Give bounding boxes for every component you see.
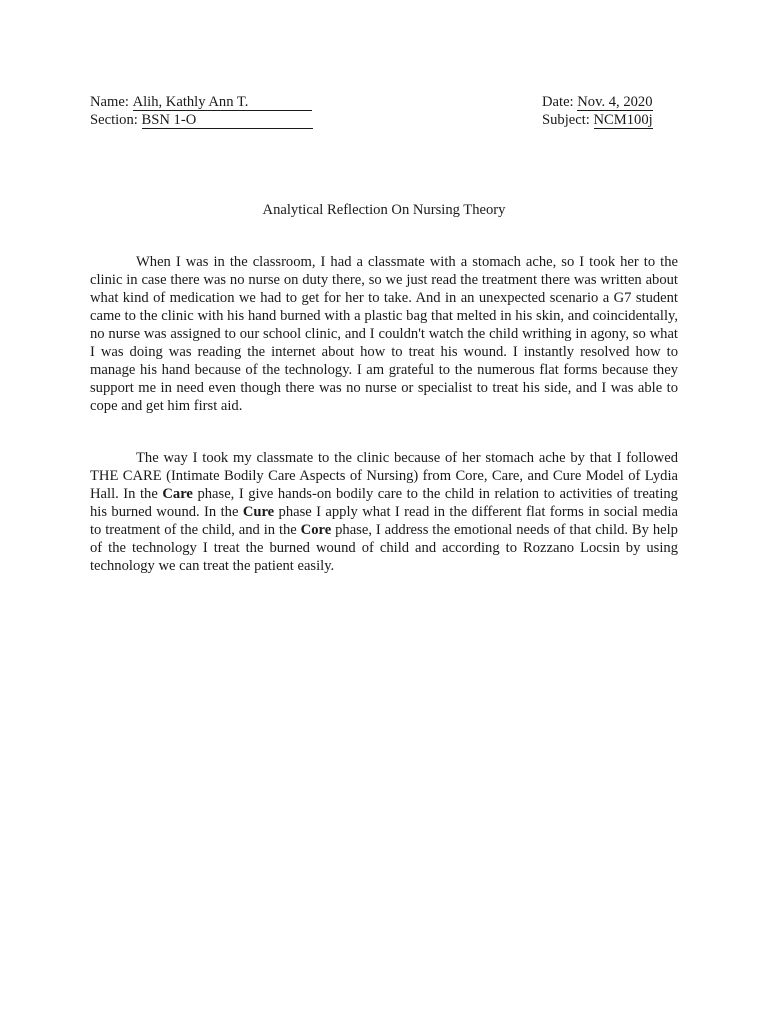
section-field — [90, 111, 313, 129]
subject-field — [542, 111, 653, 129]
core-term: Core — [300, 522, 332, 538]
cure-term: Cure — [242, 504, 275, 520]
paragraph-1: When I was in the classroom, I had a classmate with a stomach ache, so I took her to the clinic in case there was no nurse on duty there, so we just read the treatment there was written about what kind of medication we had to get for her to take. And in an unexpected scenario a G7 student came to the clinic with his hand burned with a plastic bag that melted in his skin, and coincidentally, no nurse was assigned to our school clinic, and I couldn't watch the child writhing in agony, so what I was doing was reading the internet about how to treat his wound. I instantly resolved how to manage his hand because of the technology. I am grateful to the numerous flat forms because they support me in need even though there was no nurse or specialist to treat his side, and I was able to cope and get him first aid. — [90, 254, 678, 414]
paragraph-2-text-2: phase, I give hands-on bodily care to the child in relation to activities of treating his burned wound. In the — [90, 486, 678, 520]
paragraph-2-text-1: The way I took my classmate to the clinic because of her stomach ache by that I followed THE CARE (Intimate Bodily Care Aspects of Nursing) from Core, Care, and Cure Model of Lydia Hall. In the — [90, 450, 678, 502]
subject-value: NCM100j — [593, 112, 653, 128]
care-term: Care — [162, 486, 193, 502]
name-value: Alih, Kathly Ann T. — [133, 95, 312, 111]
subject-label: Subject: — [542, 112, 590, 128]
name-label: Name: — [90, 94, 129, 110]
paragraph-2 — [90, 449, 678, 575]
date-label: Date: — [542, 94, 574, 110]
document-title: Analytical Reflection On Nursing Theory — [262, 202, 506, 218]
date-field — [542, 93, 653, 111]
name-field — [90, 93, 312, 111]
date-value: Nov. 4, 2020 — [577, 94, 653, 110]
section-label: Section: — [90, 112, 138, 128]
paragraph-2-text-4: phase, I address the emotional needs of that child. By help of the technology I treat the burned wound of child and according to Rozzano Locsin by using technology we can treat the patient easily. — [90, 522, 678, 574]
section-value: BSN 1-O — [142, 113, 313, 129]
paragraph-2-text-3: phase I apply what I read in the different flat forms in social media to treatment of the child, and in the — [90, 504, 678, 538]
